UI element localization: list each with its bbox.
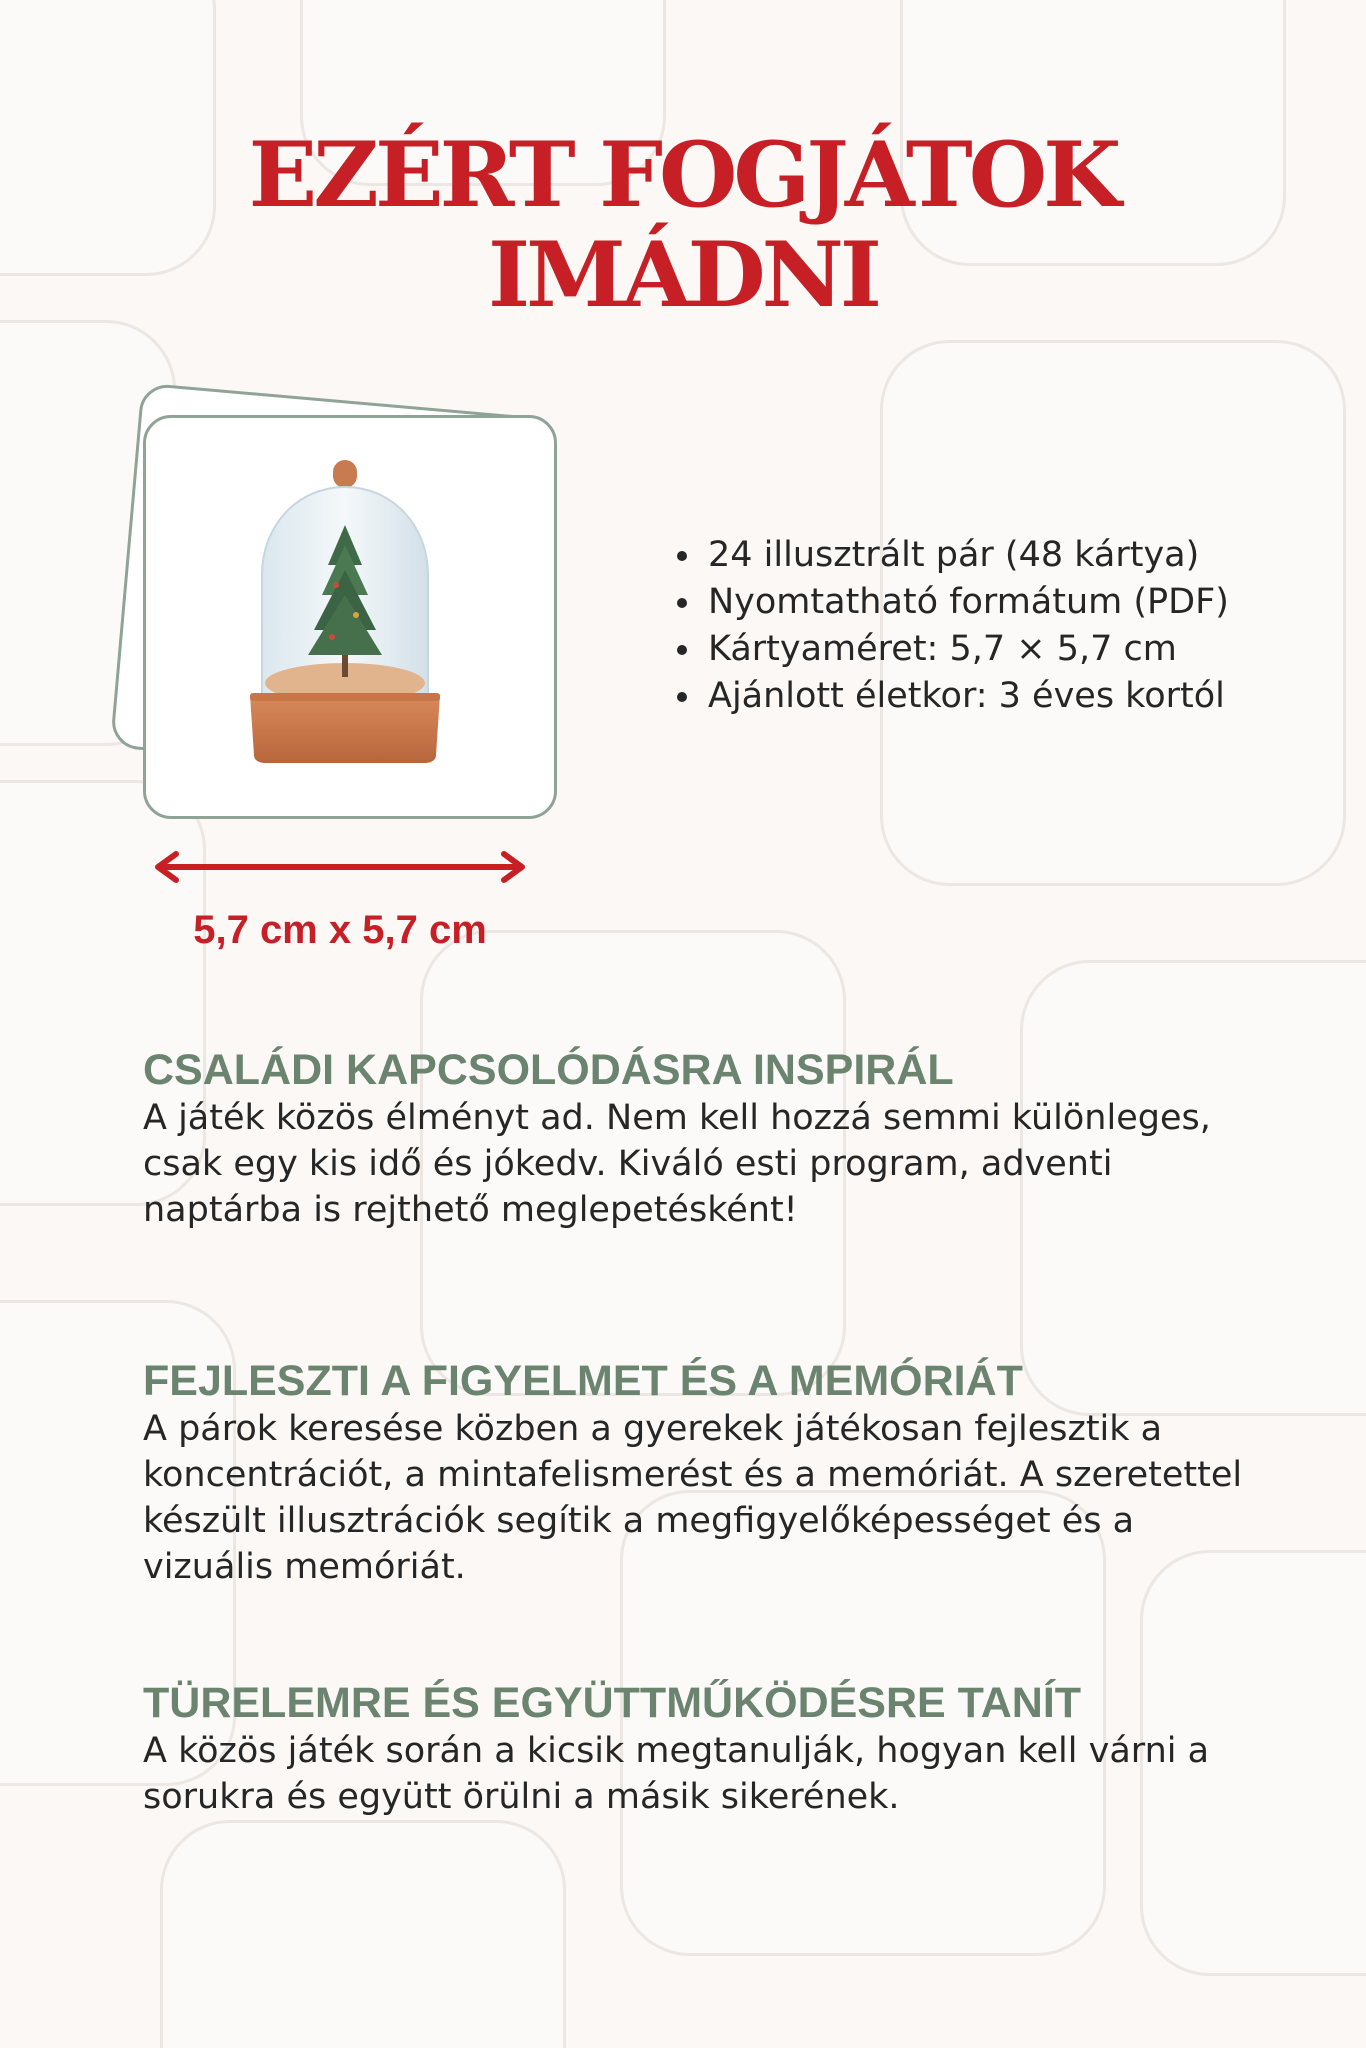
double-arrow-icon bbox=[150, 850, 530, 884]
page-title bbox=[0, 122, 1366, 328]
list-item: • Ajánlott életkor: 3 éves kortól bbox=[704, 673, 1324, 720]
page-title-line-1: EZÉRT FOGJÁTOK bbox=[248, 122, 1118, 228]
list-item: • Nyomtatható formátum (PDF) bbox=[704, 579, 1324, 626]
card-size-label: 5,7 cm x 5,7 cm bbox=[193, 908, 487, 952]
section-family-connection bbox=[143, 1045, 1243, 1233]
page-title-line-2: IMÁDNI bbox=[488, 222, 878, 328]
section-patience-cooperation bbox=[143, 1678, 1243, 1820]
snow-globe-christmas-tree-icon bbox=[240, 455, 450, 765]
section-text: A közös játék során a kicsik megtanulják, hogyan kell várni a sorukra és együtt örülni a másik sikerének. bbox=[143, 1731, 1210, 1817]
list-item: • Kártyaméret: 5,7 × 5,7 cm bbox=[704, 626, 1324, 673]
section-heading: TÜRELEMRE ÉS EGYÜTTMŰKÖDÉSRE TANÍT bbox=[143, 1679, 1082, 1727]
section-text: A párok keresése közben a gyerekek játékosan fejlesztik a koncentrációt, a mintafelismerést és a memóriát. A szeretettel készült illusztrációk segítik a megfigyelőképességet és a vizuális memóriát. bbox=[143, 1409, 1243, 1587]
section-text: A játék közös élményt ad. Nem kell hozzá semmi különleges, csak egy kis idő és jókedv. Kiváló esti program, adventi naptárba is rejthető meglepetésként! bbox=[143, 1098, 1211, 1230]
specs-list bbox=[664, 532, 1324, 720]
section-attention-memory bbox=[143, 1356, 1243, 1590]
section-heading: FEJLESZTI A FIGYELMET ÉS A MEMÓRIÁT bbox=[143, 1357, 1023, 1405]
section-heading: CSALÁDI KAPCSOLÓDÁSRA INSPIRÁL bbox=[143, 1046, 954, 1094]
list-item: • 24 illusztrált pár (48 kártya) bbox=[704, 532, 1324, 579]
